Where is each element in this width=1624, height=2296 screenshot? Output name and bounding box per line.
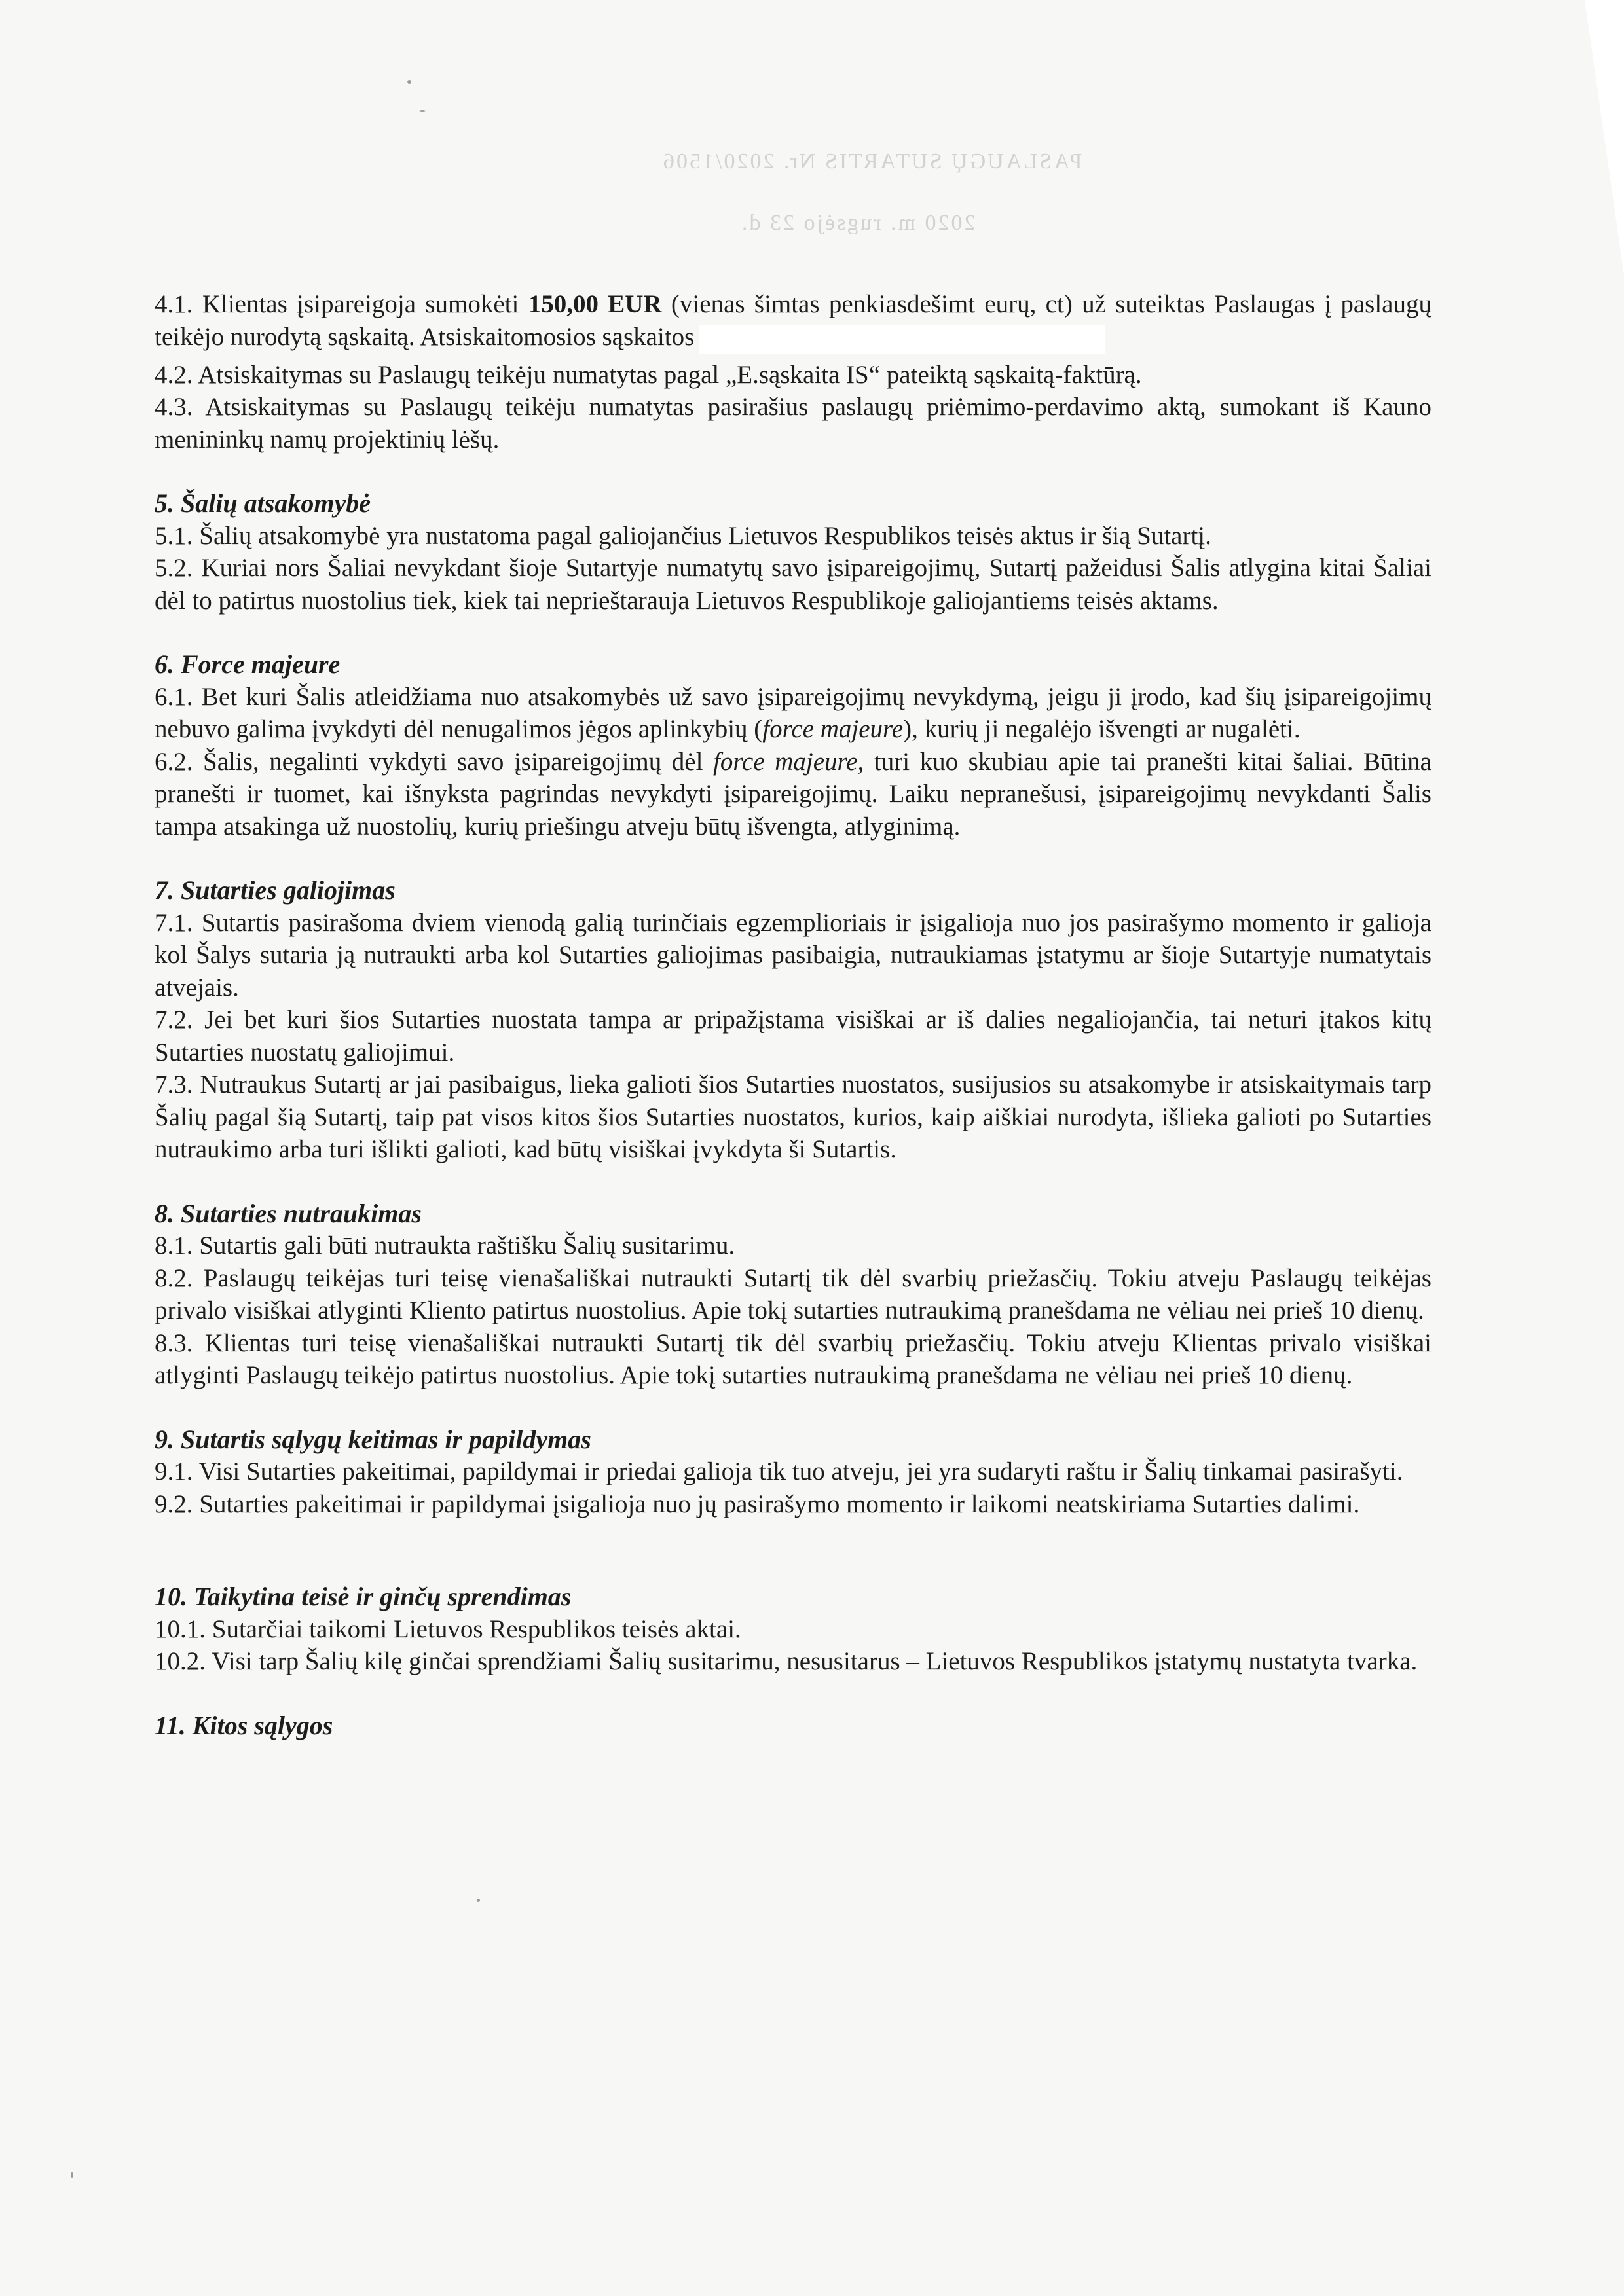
clause-7-3: 7.3. Nutraukus Sutartį ar jai pasibaigus, lieka galioti šios Sutarties nuostatos, susijusios su atsakomybe ir atsiskaitymais tarp Šalių pagal šią Sutartį, taip pat visos kitos šios Sutarties nuostatos, kurios, kaip aiškiai nurodyta, išlieka galioti po Sutarties nutraukimo arba turi išlikti galioti, kad būtų visiškai įvykdyta ši Sutartis. [155, 1070, 1431, 1164]
clause-7-2: 7.2. Jei bet kuri šios Sutarties nuostata tampa ar pripažįstama visiškai ar iš dalies negaliojančia, tai neturi įtakos kitų Sutarties nuostatų galiojimui. [155, 1006, 1431, 1066]
clause-5-2: 5.2. Kuriai nors Šaliai nevykdant šioje Sutartyje numatytų savo įsipareigojimų, Sutartį pažeidusi Šalis atlygina kitai Šaliai dėl to patirtus nuostolius tiek, kiek tai neprieštarauja Lietuvos Respublikoje galiojantiems teisės aktams. [155, 554, 1431, 615]
section-8-title: 8. Sutarties nutraukimas [155, 1198, 422, 1228]
contract-body [155, 288, 1431, 1741]
clause-8-2: 8.2. Paslaugų teikėjas turi teisę vienašališkai nutraukti Sutartį tik dėl svarbių priežasčių. Tokiu atveju Paslaugų teikėjas privalo visiškai atlyginti Kliento patirtus nuostolius. Apie tokį sutarties nutraukimą pranešdama ne vėliau nei prieš 10 dienų. [155, 1264, 1431, 1325]
clause-5-1: 5.1. Šalių atsakomybė yra nustatoma pagal galiojančius Lietuvos Respublikos teisės aktus ir šią Sutartį. [155, 521, 1211, 550]
clause-10-1: 10.1. Sutarčiai taikomi Lietuvos Respublikos teisės aktai. [155, 1614, 741, 1643]
section-11-title: 11. Kitos sąlygos [155, 1710, 333, 1740]
page-fold-corner [1585, 0, 1624, 275]
scan-speck [477, 1899, 480, 1902]
bleed-through-title: PASLAUGŲ SUTARTIS Nr. 2020/1506 [661, 149, 1082, 173]
section-10-title: 10. Taikytina teisė ir ginčų sprendimas [155, 1582, 572, 1612]
clause-10-2: 10.2. Visi tarp Šalių kilę ginčai sprendžiami Šalių susitarimu, nesusitarus – Lietuvos Respublikos įstatymų nustatyta tvarka. [155, 1647, 1418, 1676]
clause-4-2: 4.2. Atsiskaitymas su Paslaugų teikėju numatytas pagal „E.sąskaita IS“ pateiktą sąskaitą-faktūrą. [155, 360, 1142, 389]
section-9-title: 9. Sutartis sąlygų keitimas ir papildymas [155, 1424, 591, 1454]
section-6-title: 6. Force majeure [155, 649, 341, 680]
scan-speck [419, 110, 426, 112]
clause-8-3: 8.3. Klientas turi teisę vienašališkai nutraukti Sutartį tik dėl svarbių priežasčių. Tokiu atveju Klientas privalo visiškai atlyginti Paslaugų teikėjo patirtus nuostolius. Apie tokį sutarties nutraukimą pranešdama ne vėliau nei prieš 10 dienų. [155, 1328, 1431, 1390]
payment-amount: 150,00 EUR [528, 290, 662, 318]
clause-7-1: 7.1. Sutartis pasirašoma dviem vienodą galią turinčiais egzemplioriais ir įsigalioja nuo jos pasirašymo momento ir galioja kol Šalys sutaria ją nutraukti arba kol Sutarties galiojimas pasibaigia, nutraukiamas įstatymu ar šioje Sutartyje numatytais atvejais. [155, 908, 1431, 1002]
clause-6-1: 6.1. Bet kuri Šalis atleidžiama nuo atsakomybės už savo įsipareigojimų nevykdymą, jeigu ji įrodo, kad šių įsipareigojimų nebuvo galima įvykdyti dėl nenugalimos jėgos aplinkybių (force majeure), kurių ji negalėjo išvengti ar nugalėti. [155, 682, 1431, 744]
redacted-account [699, 325, 1105, 354]
clause-6-2: 6.2. Šalis, negalinti vykdyti savo įsipareigojimų dėl force majeure, turi kuo skubiau apie tai pranešti kitai šaliai. Būtina pranešti ir tuomet, kai išnyksta pagrindas nevykdyti įsipareigojimų. Laiku nepranešusi, įsipareigojimų nevykdanti Šalis tampa atsakinga už nuostolių, kurių priešingu atveju būtų išvengta, atlyginimą. [155, 747, 1431, 841]
clause-9-2: 9.2. Sutarties pakeitimai ir papildymai įsigalioja nuo jų pasirašymo momento ir laikomi neatskiriama Sutarties dalimi. [155, 1489, 1360, 1518]
section-7-title: 7. Sutarties galiojimas [155, 875, 396, 905]
bleed-through-date: 2020 m. rugsėjo 23 d. [740, 211, 976, 235]
scan-speck [71, 2172, 73, 2178]
clause-8-1: 8.1. Sutartis gali būti nutraukta raštišku Šalių susitarimu. [155, 1231, 735, 1260]
scan-speck [407, 80, 411, 84]
clause-4-1: 4.1. Klientas įsipareigoja sumokėti 150,00 EUR (vienas šimtas penkiasdešimt eurų, ct) už suteiktas Paslaugas į paslaugų teikėjo nurodytą sąskaitą. Atsiskaitomosios sąskaitos [155, 288, 1431, 354]
clause-9-1: 9.1. Visi Sutarties pakeitimai, papildymai ir priedai galioja tik tuo atveju, jei yra sudaryti raštu ir Šalių tinkamai pasirašyti. [155, 1457, 1403, 1486]
clause-4-3: 4.3. Atsiskaitymas su Paslaugų teikėju numatytas pasirašius paslaugų priėmimo-perdavimo aktą, sumokant iš Kauno menininkų namų projektinių lėšų. [155, 393, 1431, 454]
section-5-title: 5. Šalių atsakomybė [155, 488, 371, 519]
